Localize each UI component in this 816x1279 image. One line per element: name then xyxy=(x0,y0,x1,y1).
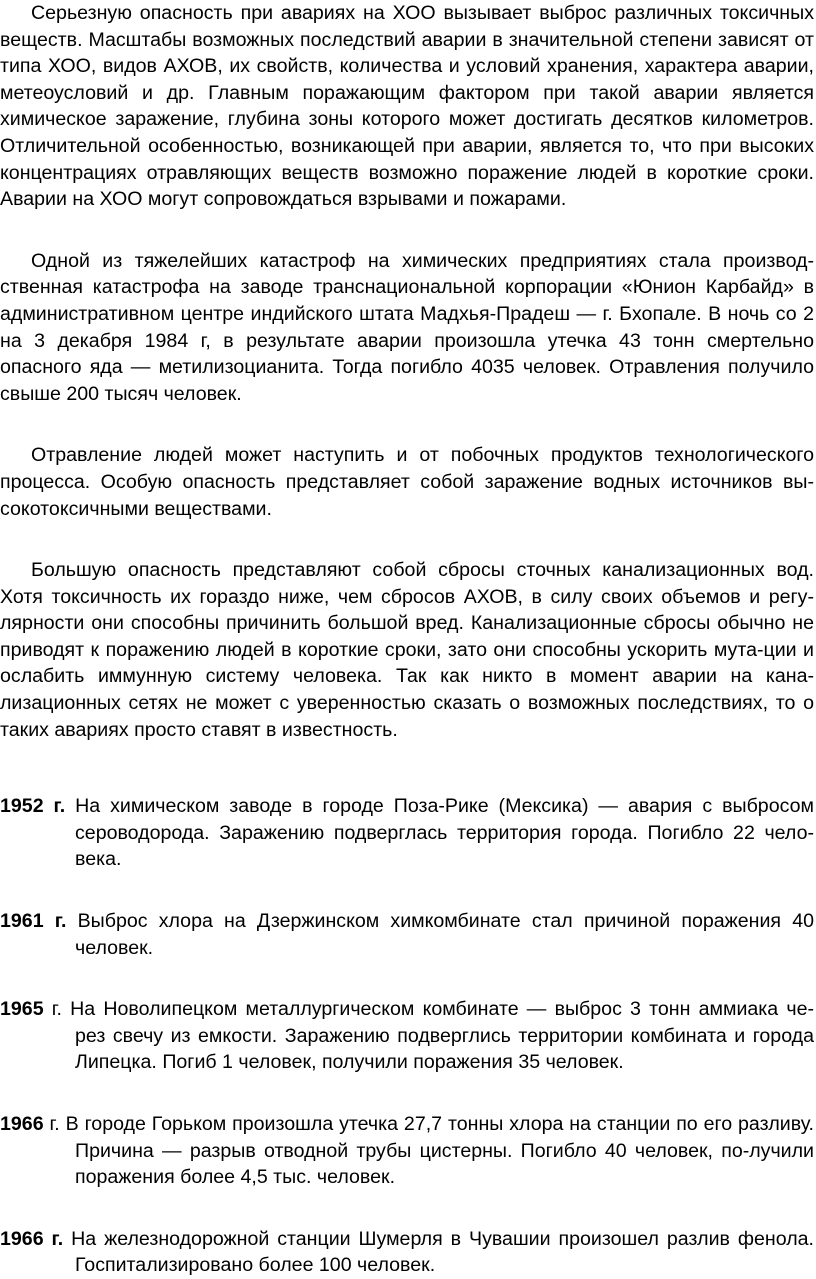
paragraph-bhopal-disaster: Одной из тяжелейших катастроф на химических предприятиях стала производственная катастрофа на заводе транснациональной корпорации «Юнион Карбайд» в административном центре индийского штата Мадхья-Прадеш — г. Бхопале. В ночь со 2 на 3 декабря 1984 г, в результате аварии произошла утечка 43 тонн смертельно опасного яда — метилизоцианита. Тогда погибло 4035 человек. Отравления получило свыше 200 тысяч человек. xyxy=(0,249,814,405)
event-text: г. На Новолипецком металлургическом комбинате — выброс 3 тонн аммиака че-рез свечу из емкости. Заражению подверглись территории комбината и города Липецка. Погиб 1 человек, получили поражения 35 человек. xyxy=(43,998,814,1074)
event-1952 xyxy=(0,793,814,873)
event-text: На химическом заводе в городе Поза-Рике (Мексика) — авария с выбросом сероводорода. Заражению подверглась территория города. Погибло 22 чело-века. xyxy=(65,795,814,871)
event-1965 xyxy=(0,996,814,1076)
paragraph-byproduct-poisoning: Отравление людей может наступить и от побочных продуктов технологического процесса. Особую опасность представляет собой заражение водных источников вы-сокотоксичными веществами. xyxy=(0,444,814,520)
event-text: Выброс хлора на Дзержинском химкомбинате стал причиной поражения 40 человек. xyxy=(66,910,814,959)
event-text: г. В городе Горьком произошла утечка 27,7 тонны хлора на станции по его разливу. Причина — разрыв отводной трубы цистерны. Погибло 40 человек, по-лучили поражения более 4,5 тыс. человек. xyxy=(43,1113,814,1189)
event-year: 1952 г. xyxy=(0,795,66,818)
event-text: На железнодорожной станции Шумерля в Чувашии произошел разлив фенола. Госпитализировано более 100 человек. xyxy=(63,1227,814,1277)
event-1966-gorky xyxy=(0,1111,814,1191)
paragraph-sewage-discharges: Большую опасность представляют собой сбросы сточных канализационных вод. Хотя токсичность их гораздо ниже, чем сбросов АХОВ, в силу своих объемов и регулярности они способны причинить большой вред. Канализационные сбросы обычно не приводят к поражению людей в короткие сроки, зато они способны ускорить мута-ции и ослабить иммунную систему человека. Так как никто в момент аварии на кана-лизационных сетях не может с уверенностью сказать о возможных последствиях, то о таких авариях просто ставят в известность. xyxy=(0,559,814,741)
event-1966-shumerlya xyxy=(0,1226,814,1279)
event-year: 1966 xyxy=(0,1113,44,1135)
event-year: 1966 г. xyxy=(0,1227,64,1250)
event-1961 xyxy=(0,908,814,961)
event-year: 1965 xyxy=(0,998,44,1021)
event-year: 1961 г. xyxy=(0,910,67,933)
paragraph-chemical-hazards: Серьезную опасность при авариях на ХОО вызывает выброс различных токсичных веществ. Масштабы возможных последствий аварии в значительной степени зависят от типа ХОО, видов АХОВ, их свойств, количества и условий хранения, характера аварии, метеоусловий и др. Главным поражающим фактором при такой аварии является химическое заражение, глубина зоны которого может достигать десятков километров. Отличительной особенностью, возникающей при аварии, является то, что при высоких концентрациях отравляющих веществ возможно поражение людей в короткие сроки. Аварии на ХОО могут сопровождаться взрывами и пожарами. xyxy=(0,2,814,211)
